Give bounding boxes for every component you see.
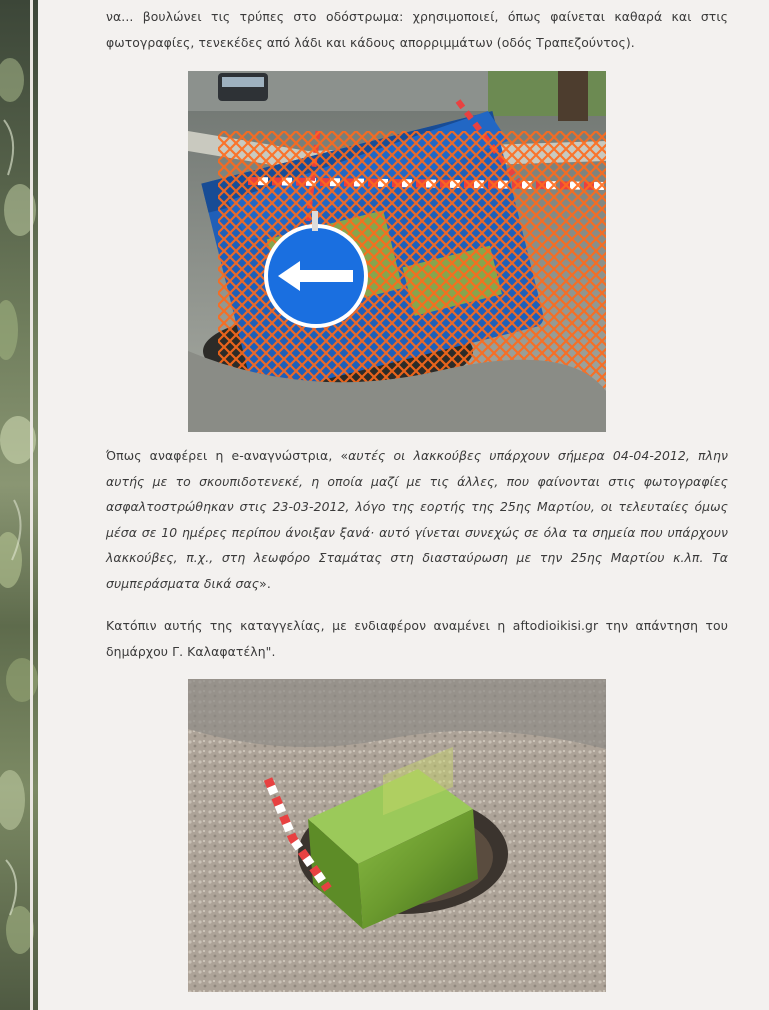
paragraph-conclusion — [106, 613, 728, 664]
quote-intro: Όπως αναφέρει η e-αναγνώστρια, « — [106, 448, 349, 463]
conclusion-text: Κατόπιν αυτής της καταγγελίας, με ενδιαφέρον αναμένει η aftodioikisi.gr την απάντηση του δημάρχου Γ. Καλαφατέλη". — [106, 618, 728, 659]
paragraph-intro: να... βουλώνει τις τρύπες στο οδόστρωμα: χρησιμοποιεί, όπως φαίνεται καθαρά και στις φωτογραφίες, τενεκέδες από λάδι και κάδους απορριμμάτων (οδός Τραπεζούντος). — [106, 9, 728, 50]
article-content — [38, 0, 769, 1010]
left-foliage-decoration — [0, 0, 38, 1010]
quote-body: αυτές οι λακκούβες υπάρχουν σήμερα 04-04-2012, πλην αυτής με το σκουπιδοτενεκέ, η οποία μαζί με τις άλλες, που φαίνονται στις φωτογραφίες ασφαλτοστρώθηκαν στις 23-03-2012, λόγο της εορτής της 25ης Μαρτίου, οι τελευταίες όμως μέσα σε 10 ημέρες περίπου άνοιξαν ξανά· αυτό γίνεται συνεχώς σε όλα τα σημεία που υπάρχουν λακκούβες, π.χ., στη λεωφόρο Σταμάτας στη διασταύρωση με την 25ης Μαρτίου κ.λπ. Τα συμπεράσματα δικά σας — [106, 448, 728, 591]
photo-oil-can-pothole — [188, 679, 606, 992]
content-border — [30, 0, 33, 1010]
quote-end: ». — [259, 575, 271, 591]
paragraph-quote — [106, 443, 728, 596]
photo-trash-bin-pothole — [188, 71, 606, 432]
